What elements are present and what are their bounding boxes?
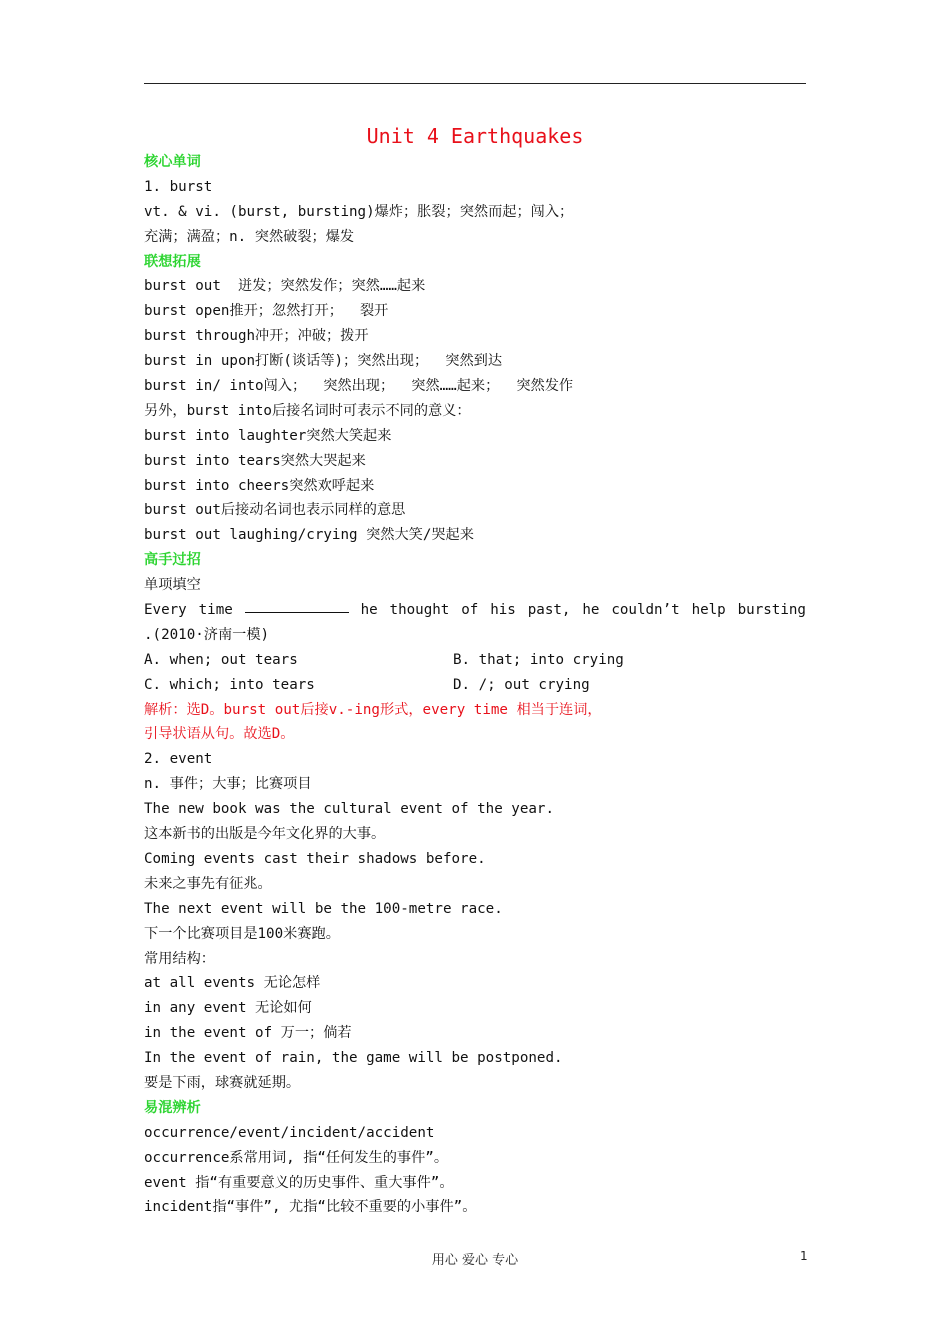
text-line: The next event will be the 100-metre race.: [144, 900, 503, 917]
page-footer: 用心 爱心 专心: [431, 1253, 519, 1268]
text-line: in the event of 万一；倘若: [144, 1025, 352, 1042]
text-line: occurrence/event/incident/accident: [144, 1124, 435, 1141]
answer-blank: [245, 598, 349, 613]
text-line: 常用结构：: [144, 950, 215, 967]
question-source: .(2010·济南一模): [144, 626, 270, 643]
section-burst: [144, 150, 806, 598]
text-line: 要是下雨，球赛就延期。: [144, 1074, 301, 1091]
text-line: 单项填空: [144, 577, 201, 594]
text-line: occurrence系常用词, 指“任何发生的事件”。: [144, 1149, 449, 1166]
text-line: event 指“有重要意义的历史事件、重大事件”。: [144, 1174, 454, 1191]
analysis-line: 引导状语从句。故选D。: [144, 726, 295, 743]
text-line: In the event of rain, the game will be postponed.: [144, 1050, 563, 1067]
question-word: couldn’t: [611, 602, 680, 619]
document-body: [144, 150, 806, 1220]
text-line: burst into tears突然大哭起来: [144, 452, 366, 469]
text-line: burst in/ into闯入； 突然出现； 突然……起来； 突然发作: [144, 378, 574, 395]
option-c: C. which; into tears: [144, 676, 315, 693]
question-word: thought: [389, 602, 450, 619]
text-line: 1. burst: [144, 178, 213, 195]
text-line: 未来之事先有征兆。: [144, 875, 272, 892]
section-event: [144, 747, 806, 1220]
text-line: 下一个比赛项目是100米赛跑。: [144, 925, 340, 942]
text-line: 这本新书的出版是今年文化界的大事。: [144, 826, 386, 843]
text-line: burst in upon打断(谈话等)；突然出现； 突然到达: [144, 353, 503, 370]
text-line: 另外，burst into后接名词时可表示不同的意义：: [144, 402, 471, 419]
header-rule: [144, 83, 806, 84]
text-line: 充满；满盈；n. 突然破裂；爆发: [144, 228, 355, 245]
question-word: past,: [527, 602, 571, 619]
page-title: Unit 4 Earthquakes: [366, 124, 584, 148]
section-heading: 联想拓展: [144, 253, 201, 270]
text-line: burst out 迸发；突然发作；突然……起来: [144, 278, 426, 295]
options-row: [144, 648, 806, 673]
question-word: Every: [144, 602, 187, 619]
text-line: burst into cheers突然欢呼起来: [144, 477, 375, 494]
page-number: 1: [800, 1249, 808, 1263]
question-word: bursting: [737, 602, 806, 619]
text-line: vt. & vi. (burst, bursting)爆炸；胀裂；突然而起；闯入；: [144, 203, 574, 220]
text-line: incident指“事件”, 尤指“比较不重要的小事件”。: [144, 1199, 477, 1216]
section-heading: 高手过招: [144, 552, 201, 569]
text-line: burst open推开；忽然打开； 裂开: [144, 303, 389, 320]
section-heading: 核心单词: [144, 154, 201, 170]
analysis-line: 解析：选D。burst out后接v.-ing形式，every time 相当于连词，: [144, 701, 602, 718]
question-word: of: [461, 602, 479, 619]
text-line: n. 事件；大事；比赛项目: [144, 776, 312, 793]
section-heading: 易混辨析: [144, 1099, 201, 1116]
question-word: he: [360, 602, 378, 619]
option-b: B. that; into crying: [453, 651, 624, 668]
question-word: his: [490, 602, 516, 619]
text-line: at all events 无论怎样: [144, 975, 321, 992]
question-word: time: [198, 602, 233, 619]
text-line: in any event 无论如何: [144, 1000, 312, 1017]
question-word: help: [691, 602, 726, 619]
text-line: 2. event: [144, 751, 213, 768]
option-d: D. /; out crying: [453, 676, 590, 693]
text-line: burst through冲开；冲破；拨开: [144, 328, 369, 345]
text-line: The new book was the cultural event of the year.: [144, 801, 554, 818]
text-line: burst into laughter突然大笑起来: [144, 427, 392, 444]
text-line: Coming events cast their shadows before.: [144, 850, 486, 867]
question-word: he: [582, 602, 600, 619]
question-stem: [144, 598, 806, 623]
text-line: burst out laughing/crying 突然大笑/哭起来: [144, 527, 474, 544]
option-a: A. when; out tears: [144, 651, 298, 668]
options-row: [144, 673, 806, 698]
text-line: burst out后接动名词也表示同样的意思: [144, 502, 406, 519]
